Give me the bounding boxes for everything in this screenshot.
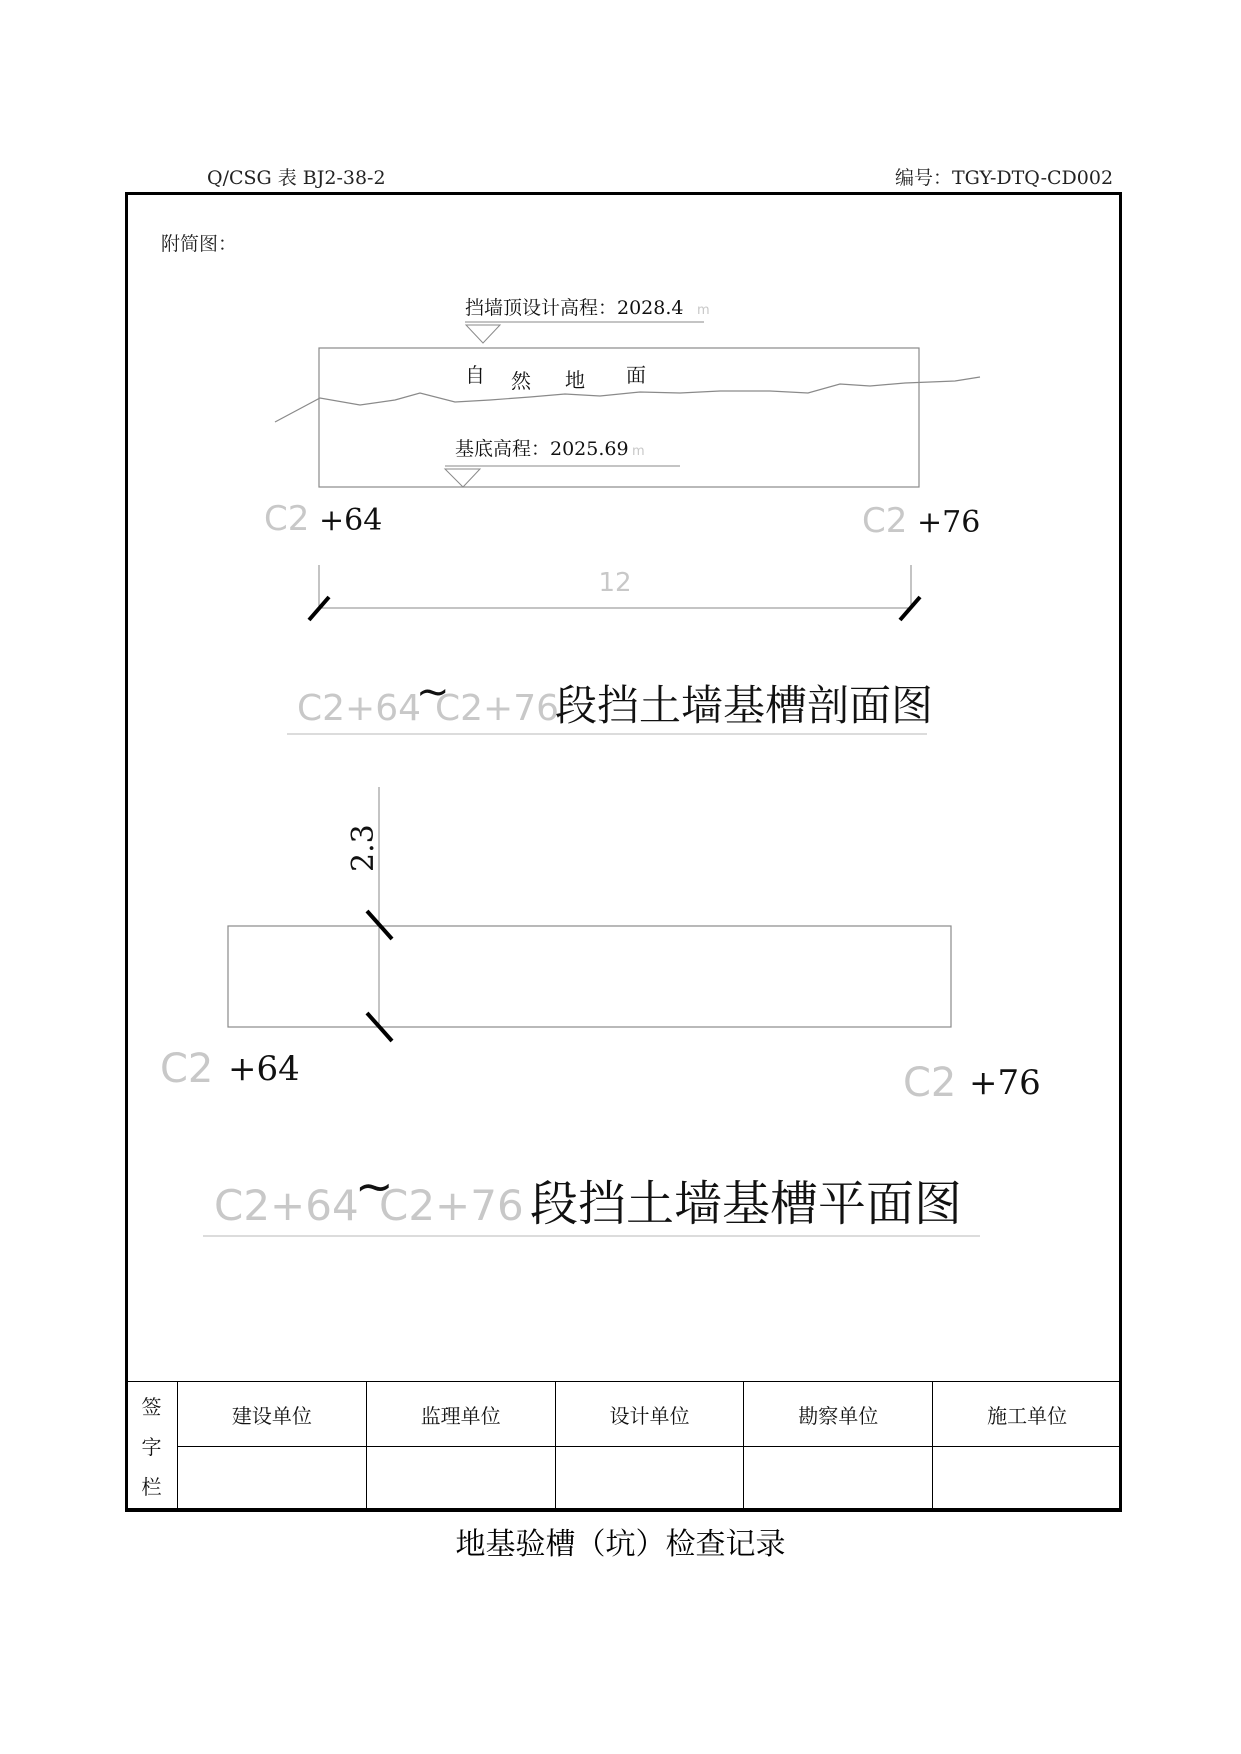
base-elevation-label: 基底高程：2025.69 [455, 438, 629, 460]
sketch-label: 附简图： [161, 233, 238, 255]
side-char-3: 栏 [141, 1474, 162, 1499]
unit-header-survey: 勘察单位 [744, 1382, 933, 1447]
section-end-station-suffix: +76 [917, 505, 981, 540]
plan-title-end: C2+76 [379, 1181, 524, 1230]
unit-header-design: 设计单位 [555, 1382, 744, 1447]
section-title-end: C2+76 [435, 688, 560, 729]
unit-header-supervision: 监理单位 [366, 1382, 555, 1447]
document-title: 地基验槽（坑）检查记录 [455, 1527, 786, 1562]
plan-end-station-prefix: C2 [903, 1060, 957, 1106]
base-elevation-unit: m [632, 444, 645, 459]
signature-cell-survey[interactable] [744, 1447, 933, 1512]
unit-header-construction: 建设单位 [178, 1382, 367, 1447]
signature-side-label [126, 1382, 178, 1512]
ground-char-3: 地 [565, 368, 585, 392]
signature-cell-supervision[interactable] [366, 1447, 555, 1512]
section-start-station-prefix: C2 [264, 499, 310, 539]
unit-header-contractor: 施工单位 [933, 1382, 1122, 1447]
section-title-text: 段挡土墙基槽剖面图 [555, 681, 934, 730]
side-char-2: 字 [141, 1434, 162, 1459]
plan-start-station-suffix: +64 [228, 1049, 300, 1089]
plan-title-tilde: ~ [355, 1159, 394, 1213]
span-dimension-value: 12 [598, 568, 632, 598]
plan-title-start: C2+64 [214, 1181, 359, 1230]
section-start-station-suffix: +64 [319, 503, 383, 538]
top-elevation-label: 挡墙顶设计高程：2028.4 [465, 297, 684, 319]
plan-trench-outline [228, 926, 951, 1027]
base-elevation-triangle-icon [445, 469, 480, 487]
ground-char-2: 然 [511, 369, 531, 393]
side-char-1: 签 [141, 1394, 162, 1419]
section-title-tilde: ~ [416, 669, 450, 715]
plan-width-dimension: 2.3 [346, 824, 381, 872]
ground-char-4: 面 [626, 363, 646, 387]
ground-char-1: 自 [465, 363, 485, 387]
top-elevation-triangle-icon [466, 325, 500, 343]
form-code: Q/CSG 表 BJ2-38-2 [207, 167, 386, 189]
section-end-station-prefix: C2 [862, 501, 908, 541]
signature-cell-contractor[interactable] [933, 1447, 1122, 1512]
signature-cell-design[interactable] [555, 1447, 744, 1512]
signature-table [125, 1381, 1122, 1512]
serial-number: 编号：TGY-DTQ-CD002 [895, 167, 1114, 189]
top-elevation-unit: m [697, 303, 710, 318]
signature-cell-construction[interactable] [178, 1447, 367, 1512]
plan-end-station-suffix: +76 [969, 1063, 1041, 1103]
section-title-start: C2+64 [297, 688, 422, 729]
plan-title-text: 段挡土墙基槽平面图 [530, 1176, 963, 1232]
plan-start-station-prefix: C2 [160, 1046, 214, 1092]
